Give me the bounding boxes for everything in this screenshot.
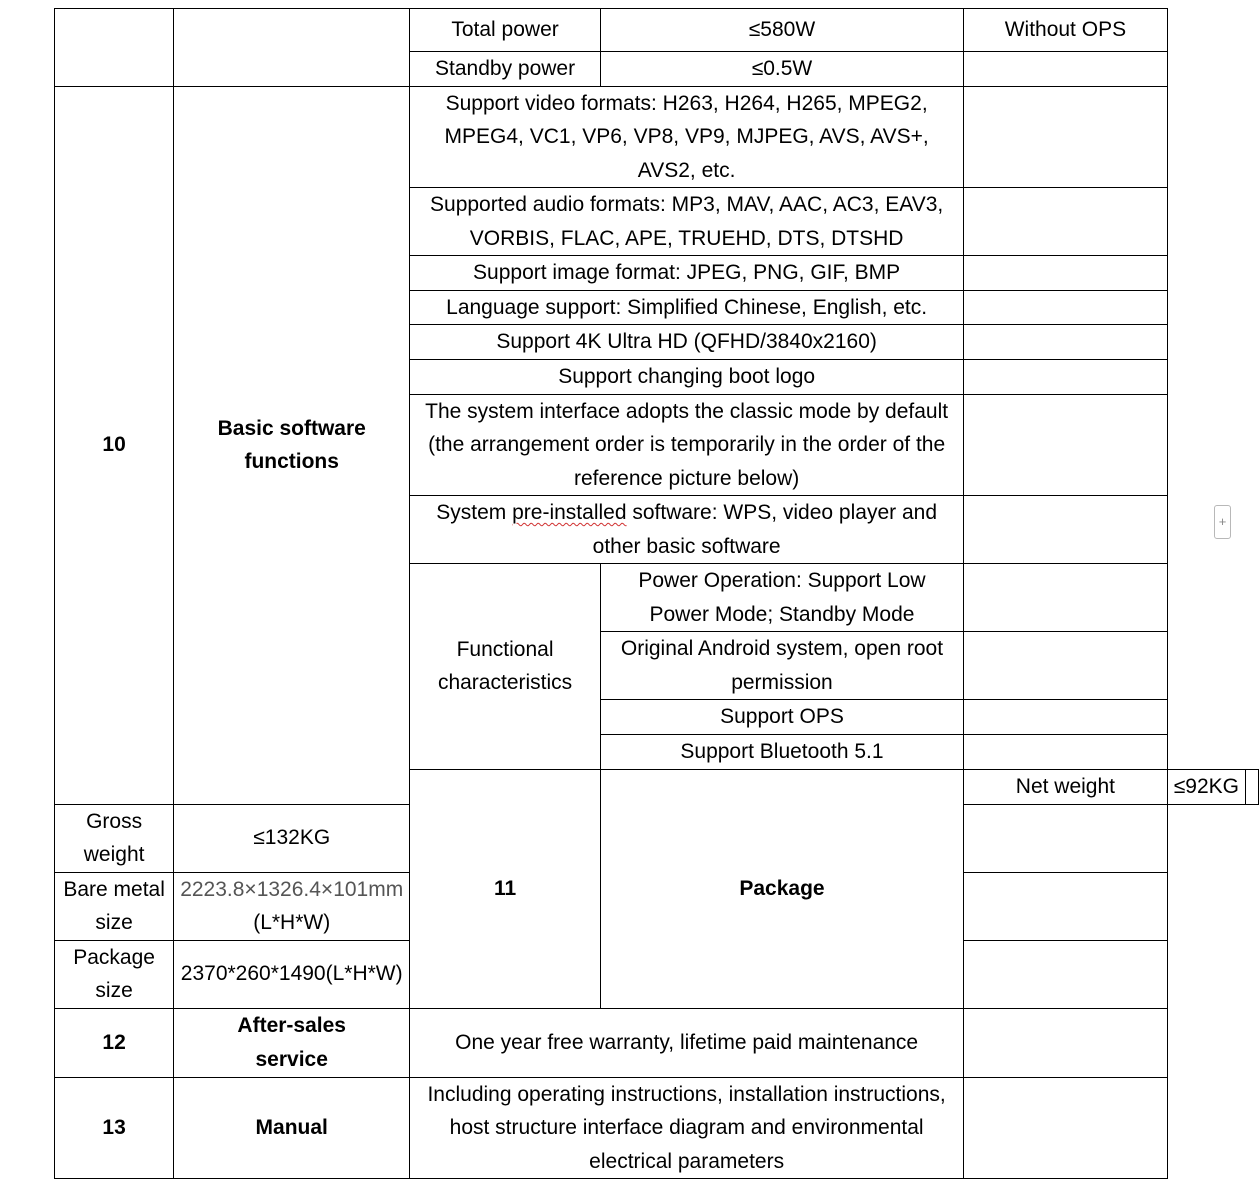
gross-weight-value: ≤132KG — [174, 804, 410, 872]
video-formats-cell: Support video formats: H263, H264, H265, MPEG2, MPEG4, VC1, VP6, VP8, VP9, MJPEG, AVS, AVS+, AVS2, etc. — [410, 86, 964, 188]
section-10-number: 10 — [55, 86, 174, 804]
preinstalled-prefix: System — [436, 501, 513, 524]
note-cell — [964, 188, 1168, 256]
bare-size-unit: (L*H*W) — [253, 911, 331, 934]
section-11-category: Package — [600, 769, 963, 1008]
package-size-label: Package size — [55, 940, 174, 1008]
note-cell — [964, 256, 1168, 291]
net-weight-label: Net weight — [964, 769, 1168, 804]
note-cell — [964, 804, 1168, 872]
row-number-cell — [55, 9, 174, 87]
note-cell — [964, 1077, 1168, 1179]
table-row — [55, 1008, 1259, 1077]
functional-item: Support Bluetooth 5.1 — [600, 735, 963, 770]
plus-icon: + — [1218, 514, 1227, 529]
gross-weight-label: Gross weight — [55, 804, 174, 872]
note-cell — [964, 872, 1168, 940]
category-cell — [174, 9, 410, 87]
total-power-note: Without OPS — [964, 9, 1168, 52]
system-interface-cell: The system interface adopts the classic mode by default (the arrangement order is temporarily in the order of the reference picture below) — [410, 394, 964, 496]
bare-size-label: Bare metal size — [55, 872, 174, 940]
functional-item: Original Android system, open root permission — [600, 632, 963, 700]
resolution-cell: Support 4K Ultra HD (QFHD/3840x2160) — [410, 325, 964, 360]
package-size-value: 2370*260*1490(L*H*W) — [174, 940, 410, 1008]
note-cell — [964, 86, 1168, 188]
note-cell — [964, 359, 1168, 394]
section-13-category: Manual — [174, 1077, 410, 1179]
bare-size-dimensions: 2223.8×1326.4×101mm — [180, 877, 404, 901]
table-row — [55, 9, 1259, 52]
section-13-number: 13 — [55, 1077, 174, 1179]
spellcheck-flagged-word[interactable]: pre-installed — [512, 501, 627, 524]
functional-item: Power Operation: Support Low Power Mode; Standby Mode — [600, 564, 963, 632]
note-cell — [964, 564, 1168, 632]
audio-formats-cell: Supported audio formats: MP3, MAV, AAC, AC3, EAV3, VORBIS, FLAC, APE, TRUEHD, DTS, DTSHD — [410, 188, 964, 256]
boot-logo-cell: Support changing boot logo — [410, 359, 964, 394]
note-cell — [1246, 769, 1259, 804]
note-cell — [964, 52, 1168, 87]
note-cell — [964, 325, 1168, 360]
total-power-label: Total power — [410, 9, 601, 52]
note-cell — [964, 700, 1168, 735]
table-row — [55, 1077, 1259, 1179]
image-formats-cell: Support image format: JPEG, PNG, GIF, BMP — [410, 256, 964, 291]
table-row — [55, 86, 1259, 188]
note-cell — [964, 735, 1168, 770]
preinstalled-software-cell — [410, 496, 964, 564]
standby-power-value: ≤0.5W — [600, 52, 963, 87]
bare-size-value-cell — [174, 872, 410, 940]
after-sales-value: One year free warranty, lifetime paid maintenance — [410, 1008, 964, 1077]
note-cell — [964, 632, 1168, 700]
section-12-category: After-sales service — [174, 1008, 410, 1077]
note-cell — [964, 1008, 1168, 1077]
note-cell — [964, 394, 1168, 496]
total-power-value: ≤580W — [600, 9, 963, 52]
functional-item: Support OPS — [600, 700, 963, 735]
section-10-category: Basic software functions — [174, 86, 410, 804]
section-11-number: 11 — [410, 769, 601, 1008]
note-cell — [964, 290, 1168, 325]
manual-value: Including operating instructions, installation instructions, host structure interface diagram and environmental electrical parameters — [410, 1077, 964, 1179]
language-support-cell: Language support: Simplified Chinese, English, etc. — [410, 290, 964, 325]
preinstalled-suffix: software: WPS, video player and other basic software — [592, 501, 937, 558]
note-cell — [964, 940, 1168, 1008]
net-weight-value: ≤92KG — [1167, 769, 1245, 804]
functional-characteristics-label: Functional characteristics — [410, 564, 601, 770]
spec-table — [54, 8, 1259, 1179]
standby-power-label: Standby power — [410, 52, 601, 87]
note-cell — [964, 496, 1168, 564]
section-12-number: 12 — [55, 1008, 174, 1077]
add-row-handle[interactable] — [1214, 505, 1231, 539]
